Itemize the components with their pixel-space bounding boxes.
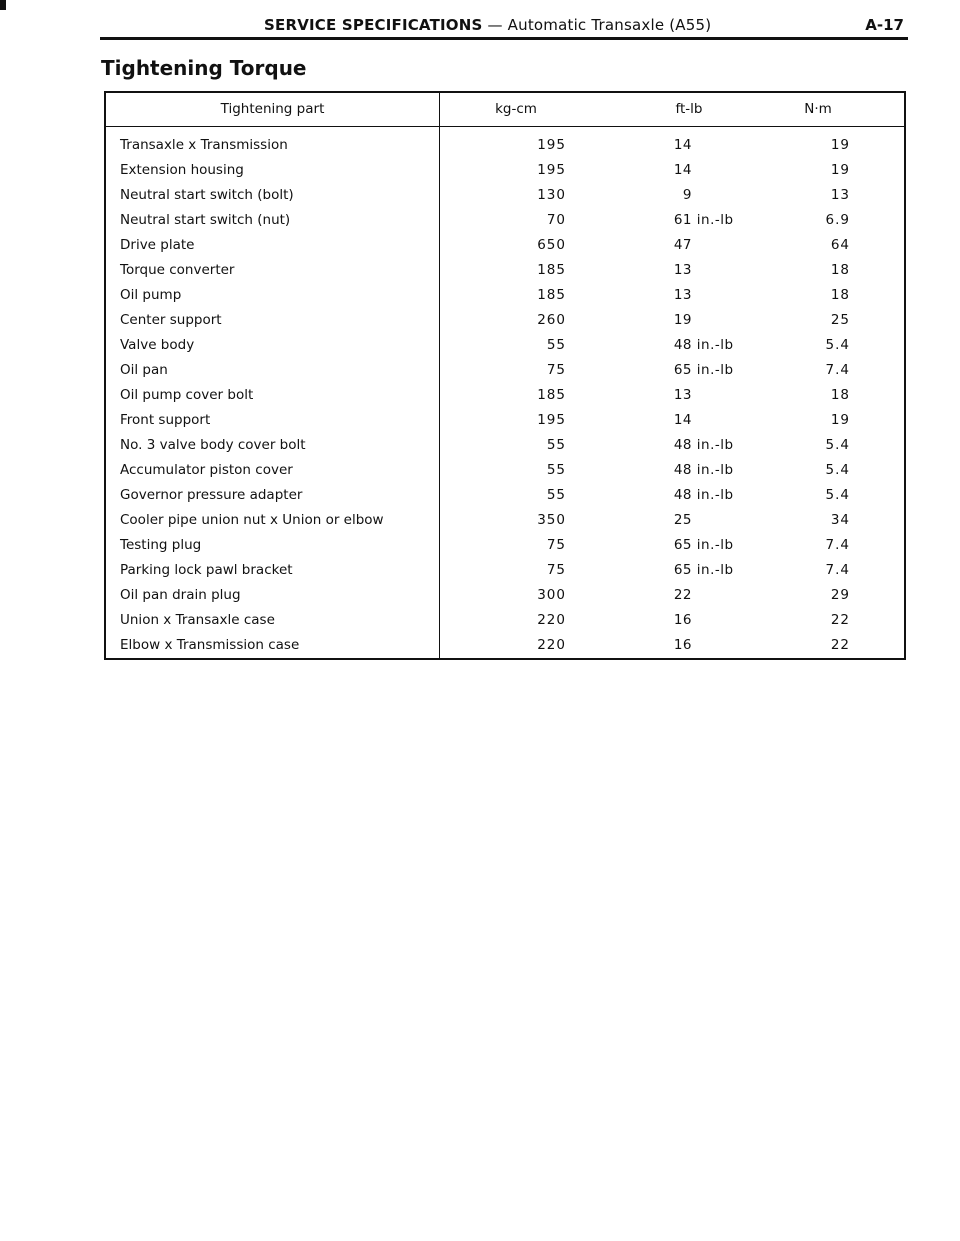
header-title-main: SERVICE SPECIFICATIONS: [264, 16, 483, 34]
tightening-part-cell: Neutral start switch (bolt): [120, 187, 294, 203]
kg-cm-cell: 350: [537, 512, 566, 528]
ft-lb-cell: 47: [673, 237, 692, 253]
kg-cm-cell: 220: [537, 612, 566, 628]
kg-cm-cell: 650: [537, 237, 566, 253]
n-m-cell: 18: [830, 287, 850, 303]
ft-lb-cell: 14: [673, 162, 692, 178]
table-row: [106, 135, 904, 160]
tightening-part-cell: Center support: [120, 312, 222, 328]
n-m-cell: 18: [830, 387, 850, 403]
tightening-part-cell: Neutral start switch (nut): [120, 212, 291, 228]
tightening-part-cell: Governor pressure adapter: [120, 487, 303, 503]
n-m-cell: 22: [830, 637, 850, 653]
kg-cm-cell: 55: [546, 337, 566, 353]
tightening-part-cell: Union x Transaxle case: [120, 612, 275, 628]
n-m-cell: 5.4: [825, 337, 850, 353]
ft-lb-cell: 14: [673, 412, 692, 428]
kg-cm-cell: 195: [537, 162, 566, 178]
kg-cm-cell: 55: [546, 437, 566, 453]
table-row: [106, 485, 904, 510]
table-row: [106, 560, 904, 585]
n-m-cell: 7.4: [825, 537, 850, 553]
header-ft-lb: ft-lb: [675, 101, 703, 117]
tightening-part-cell: Elbow x Transmission case: [120, 637, 300, 653]
header-title-sub: — Automatic Transaxle (A55): [482, 16, 712, 34]
n-m-cell: 22: [830, 612, 850, 628]
n-m-cell: 19: [830, 162, 850, 178]
kg-cm-cell: 220: [537, 637, 566, 653]
header-rule: [100, 37, 908, 40]
table-row: [106, 160, 904, 185]
kg-cm-cell: 130: [537, 187, 566, 203]
ft-lb-cell: 9: [682, 187, 692, 203]
kg-cm-cell: 75: [546, 362, 566, 378]
table-row: [106, 360, 904, 385]
n-m-cell: 6.9: [825, 212, 850, 228]
kg-cm-cell: 55: [546, 487, 566, 503]
n-m-cell: 64: [830, 237, 850, 253]
tightening-part-cell: Oil pump: [120, 287, 182, 303]
tightening-part-cell: Accumulator piston cover: [120, 462, 293, 478]
page-number: A-17: [865, 16, 904, 34]
tightening-part-cell: Valve body: [120, 337, 195, 353]
table-row: [106, 585, 904, 610]
page-header: [100, 12, 908, 40]
ft-lb-cell: 16: [673, 637, 692, 653]
ft-lb-cell: 16: [673, 612, 692, 628]
n-m-cell: 7.4: [825, 562, 850, 578]
ft-lb-cell: 48 in.-lb: [673, 487, 734, 503]
scan-corner-mark: [0, 0, 6, 10]
tightening-part-cell: Torque converter: [120, 262, 235, 278]
n-m-cell: 7.4: [825, 362, 850, 378]
tightening-part-cell: Oil pan: [120, 362, 168, 378]
tightening-part-cell: Drive plate: [120, 237, 195, 253]
table-row: [106, 285, 904, 310]
table-header-row: [106, 93, 904, 127]
ft-lb-cell: 48 in.-lb: [673, 437, 734, 453]
table-row: [106, 260, 904, 285]
table-body: [106, 135, 904, 660]
ft-lb-cell: 65 in.-lb: [673, 537, 734, 553]
ft-lb-cell: 25: [673, 512, 692, 528]
tightening-part-cell: Oil pan drain plug: [120, 587, 241, 603]
header-n-m: N·m: [804, 101, 832, 117]
n-m-cell: 13: [830, 187, 850, 203]
table-row: [106, 310, 904, 335]
ft-lb-cell: 48 in.-lb: [673, 462, 734, 478]
table-row: [106, 185, 904, 210]
kg-cm-cell: 75: [546, 562, 566, 578]
n-m-cell: 18: [830, 262, 850, 278]
kg-cm-cell: 75: [546, 537, 566, 553]
kg-cm-cell: 185: [537, 262, 566, 278]
n-m-cell: 5.4: [825, 487, 850, 503]
kg-cm-cell: 185: [537, 387, 566, 403]
kg-cm-cell: 300: [537, 587, 566, 603]
table-row: [106, 235, 904, 260]
n-m-cell: 29: [830, 587, 850, 603]
table-row: [106, 210, 904, 235]
tightening-part-cell: Oil pump cover bolt: [120, 387, 254, 403]
n-m-cell: 5.4: [825, 462, 850, 478]
ft-lb-cell: 22: [673, 587, 692, 603]
n-m-cell: 19: [830, 412, 850, 428]
kg-cm-cell: 185: [537, 287, 566, 303]
ft-lb-cell: 13: [673, 262, 692, 278]
table-row: [106, 410, 904, 435]
kg-cm-cell: 195: [537, 412, 566, 428]
kg-cm-cell: 195: [537, 137, 566, 153]
ft-lb-cell: 65 in.-lb: [673, 362, 734, 378]
header-kg-cm: kg-cm: [495, 101, 537, 117]
header-tightening-part: Tightening part: [220, 101, 325, 117]
n-m-cell: 19: [830, 137, 850, 153]
n-m-cell: 25: [830, 312, 850, 328]
torque-table: [104, 91, 906, 660]
kg-cm-cell: 70: [546, 212, 566, 228]
tightening-part-cell: Extension housing: [120, 162, 244, 178]
section-title: Tightening Torque: [101, 56, 307, 80]
n-m-cell: 5.4: [825, 437, 850, 453]
ft-lb-cell: 14: [673, 137, 692, 153]
kg-cm-cell: 55: [546, 462, 566, 478]
table-row: [106, 510, 904, 535]
ft-lb-cell: 65 in.-lb: [673, 562, 734, 578]
tightening-part-cell: Cooler pipe union nut x Union or elbow: [120, 512, 384, 528]
ft-lb-cell: 13: [673, 287, 692, 303]
table-row: [106, 610, 904, 635]
tightening-part-cell: Parking lock pawl bracket: [120, 562, 293, 578]
table-row: [106, 460, 904, 485]
tightening-part-cell: Testing plug: [120, 537, 202, 553]
header-title: [264, 16, 711, 34]
ft-lb-cell: 61 in.-lb: [673, 212, 734, 228]
table-row: [106, 435, 904, 460]
ft-lb-cell: 19: [673, 312, 692, 328]
kg-cm-cell: 260: [537, 312, 566, 328]
tightening-part-cell: No. 3 valve body cover bolt: [120, 437, 306, 453]
ft-lb-cell: 48 in.-lb: [673, 337, 734, 353]
table-row: [106, 335, 904, 360]
tightening-part-cell: Front support: [120, 412, 211, 428]
ft-lb-cell: 13: [673, 387, 692, 403]
table-row: [106, 385, 904, 410]
table-row: [106, 635, 904, 660]
n-m-cell: 34: [830, 512, 850, 528]
tightening-part-cell: Transaxle x Transmission: [120, 137, 288, 153]
table-row: [106, 535, 904, 560]
